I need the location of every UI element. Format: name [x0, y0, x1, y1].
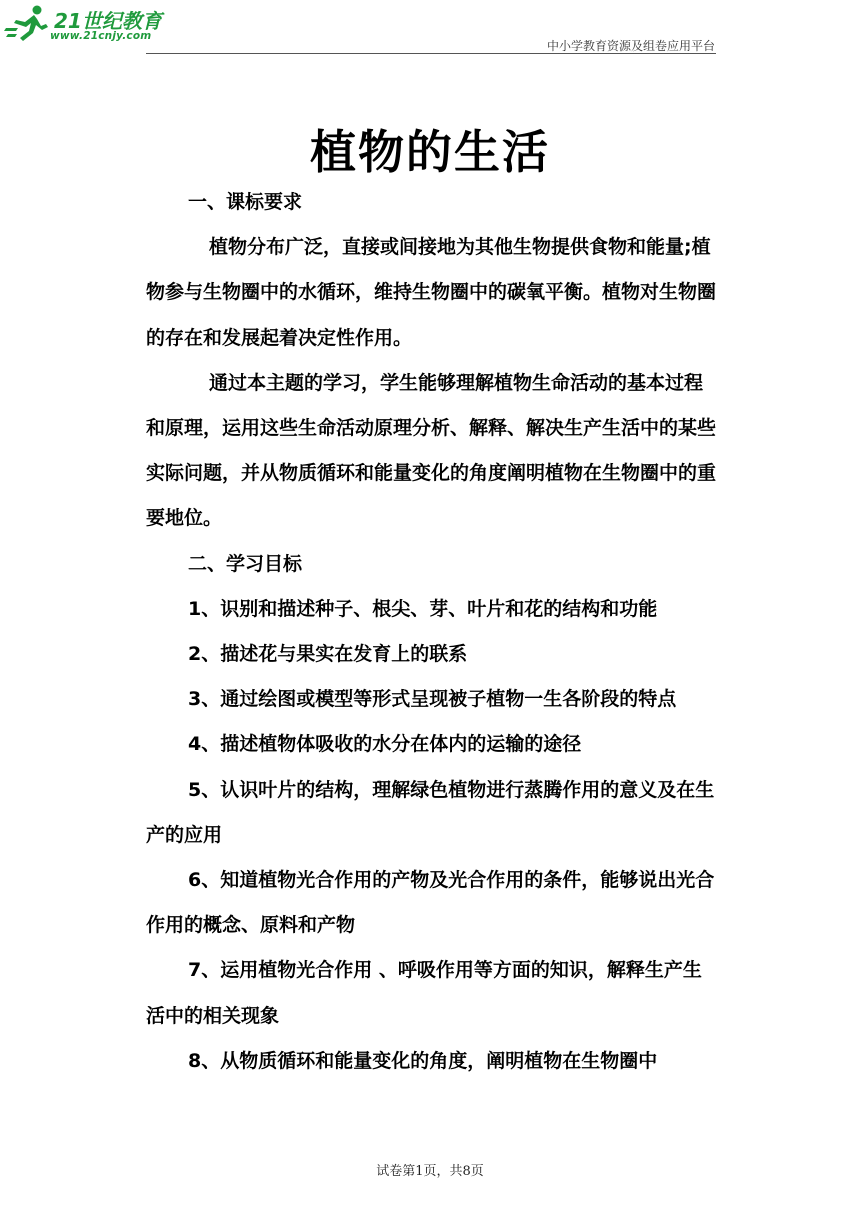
- page-title: 植物的生活: [310, 125, 550, 179]
- objective-item-5: 5、认识叶片的结构，理解绿色植物进行蒸腾作用的意义及在生产的应用: [146, 778, 715, 846]
- objective-item-3: 3、通过绘图或模型等形式呈现被子植物一生各阶段的特点: [188, 688, 677, 711]
- logo-brand-text: 21世纪教育: [54, 9, 162, 33]
- objective-item-7: 7、运用植物光合作用 、呼吸作用等方面的知识，解释生产生活中的相关现象: [146, 959, 702, 1027]
- standards-paragraph-1: 植物分布广泛，直接或间接地为其他生物提供食物和能量;植物参与生物圈中的水循环，维持生物圈中的碳氧平衡。植物对生物圈的存在和发展起着决定性作用。: [146, 236, 717, 349]
- objective-item-2: 2、描述花与果实在发育上的联系: [188, 643, 468, 666]
- header-divider: [146, 53, 716, 54]
- objective-item-6: 6、知道植物光合作用的产物及光合作用的条件，能够说出光合作用的概念、原料和产物: [146, 869, 715, 937]
- platform-name: 中小学教育资源及组卷应用平台: [546, 39, 715, 53]
- site-logo[interactable]: [4, 2, 174, 44]
- page-header: [0, 0, 860, 60]
- objective-item-8: 8、从物质循环和能量变化的角度，阐明植物在生物圈中: [188, 1049, 658, 1072]
- document-body: [146, 180, 718, 1084]
- objective-item-4: 4、描述植物体吸收的水分在体内的运输的途径: [188, 733, 582, 756]
- section-heading-objectives: 二、学习目标: [188, 552, 303, 575]
- logo-url-text[interactable]: www.21cnjy.com: [50, 30, 152, 42]
- standards-paragraph-2: 通过本主题的学习，学生能够理解植物生命活动的基本过程和原理，运用这些生命活动原理分析、解释、解决生产生活中的某些实际问题，并从物质循环和能量变化的角度阐明植物在生物圈中的重要地位。: [146, 371, 717, 530]
- page-number: 试卷第1页，共8页: [376, 1164, 484, 1179]
- runner-icon: [4, 4, 52, 42]
- objective-item-1: 1、识别和描述种子、根尖、芽、叶片和花的结构和功能: [188, 597, 658, 620]
- section-heading-standards: 一、课标要求: [188, 191, 303, 213]
